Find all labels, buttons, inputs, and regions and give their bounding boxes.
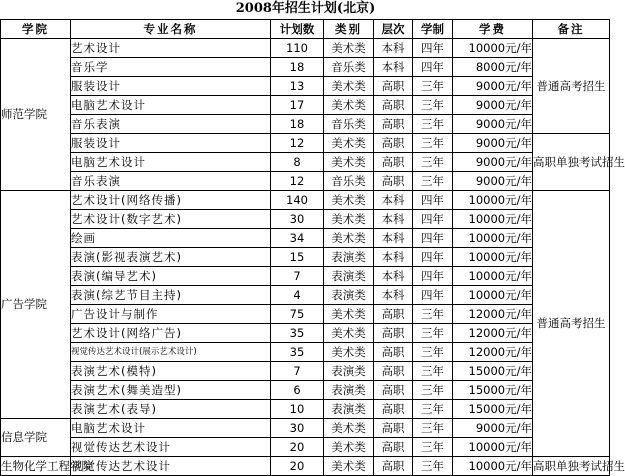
duration-cell: 三年	[413, 438, 453, 457]
duration-cell: 四年	[413, 39, 453, 58]
header-college: 学院	[1, 20, 71, 39]
table-row	[1, 381, 610, 400]
level-cell: 本科	[374, 229, 413, 248]
major-cell: 电脑艺术设计	[71, 419, 271, 438]
category-cell: 美术类	[324, 210, 374, 229]
major-cell: 视觉传达艺术设计	[71, 457, 271, 476]
duration-cell: 三年	[413, 324, 453, 343]
plan-count-cell: 10	[271, 400, 324, 419]
fee-cell: 10000元/年	[453, 210, 533, 229]
major-cell: 视觉传达艺术设计	[71, 438, 271, 457]
notes-cell: 高职单独考试招生	[533, 134, 610, 191]
duration-cell: 三年	[413, 400, 453, 419]
fee-cell: 9000元/年	[453, 115, 533, 134]
level-cell: 高职	[374, 305, 413, 324]
header-category: 类别	[324, 20, 374, 39]
fee-cell: 10000元/年	[453, 457, 533, 476]
category-cell: 美术类	[324, 39, 374, 58]
notes-cell: 普通高考招生	[533, 191, 610, 457]
major-cell: 电脑艺术设计	[71, 96, 271, 115]
header-fee: 学费	[453, 20, 533, 39]
table-row	[1, 77, 610, 96]
category-cell: 表演类	[324, 286, 374, 305]
level-cell: 高职	[374, 400, 413, 419]
category-cell: 音乐类	[324, 172, 374, 191]
category-cell: 美术类	[324, 305, 374, 324]
fee-cell: 15000元/年	[453, 400, 533, 419]
table-row	[1, 362, 610, 381]
table-row	[1, 115, 610, 134]
category-cell: 表演类	[324, 248, 374, 267]
category-cell: 表演类	[324, 362, 374, 381]
major-cell: 音乐学	[71, 58, 271, 77]
category-cell: 美术类	[324, 96, 374, 115]
duration-cell: 四年	[413, 210, 453, 229]
plan-count-cell: 4	[271, 286, 324, 305]
major-cell: 视觉传达艺术设计(展示艺术设计)	[71, 343, 271, 362]
major-cell: 广告设计与制作	[71, 305, 271, 324]
major-cell: 电脑艺术设计	[71, 153, 271, 172]
major-cell: 表演艺术(舞美造型)	[71, 381, 271, 400]
fee-cell: 15000元/年	[453, 381, 533, 400]
fee-cell: 12000元/年	[453, 343, 533, 362]
table-row	[1, 248, 610, 267]
fee-cell: 10000元/年	[453, 39, 533, 58]
table-row	[1, 210, 610, 229]
category-cell: 美术类	[324, 229, 374, 248]
plan-count-cell: 20	[271, 438, 324, 457]
fee-cell: 9000元/年	[453, 77, 533, 96]
plan-count-cell: 7	[271, 362, 324, 381]
category-cell: 美术类	[324, 153, 374, 172]
category-cell: 美术类	[324, 191, 374, 210]
category-cell: 美术类	[324, 438, 374, 457]
level-cell: 本科	[374, 267, 413, 286]
category-cell: 美术类	[324, 134, 374, 153]
plan-count-cell: 30	[271, 210, 324, 229]
fee-cell: 10000元/年	[453, 286, 533, 305]
plan-count-cell: 12	[271, 172, 324, 191]
category-cell: 表演类	[324, 267, 374, 286]
plan-count-cell: 34	[271, 229, 324, 248]
duration-cell: 四年	[413, 229, 453, 248]
plan-count-cell: 17	[271, 96, 324, 115]
fee-cell: 12000元/年	[453, 305, 533, 324]
table-row	[1, 134, 610, 153]
level-cell: 高职	[374, 419, 413, 438]
level-cell: 高职	[374, 381, 413, 400]
plan-count-cell: 140	[271, 191, 324, 210]
major-cell: 绘画	[71, 229, 271, 248]
plan-count-cell: 20	[271, 457, 324, 476]
category-cell: 美术类	[324, 343, 374, 362]
fee-cell: 10000元/年	[453, 438, 533, 457]
level-cell: 高职	[374, 362, 413, 381]
level-cell: 本科	[374, 248, 413, 267]
header-row	[1, 20, 610, 39]
category-cell: 表演类	[324, 400, 374, 419]
fee-cell: 9000元/年	[453, 134, 533, 153]
level-cell: 高职	[374, 457, 413, 476]
level-cell: 高职	[374, 153, 413, 172]
plan-count-cell: 18	[271, 115, 324, 134]
header-duration: 学制	[413, 20, 453, 39]
fee-cell: 10000元/年	[453, 229, 533, 248]
plan-count-cell: 13	[271, 77, 324, 96]
level-cell: 高职	[374, 77, 413, 96]
duration-cell: 三年	[413, 457, 453, 476]
duration-cell: 四年	[413, 286, 453, 305]
table-row	[1, 39, 610, 58]
plan-count-cell: 75	[271, 305, 324, 324]
level-cell: 高职	[374, 324, 413, 343]
table-row	[1, 400, 610, 419]
table-row	[1, 438, 610, 457]
duration-cell: 四年	[413, 267, 453, 286]
plan-count-cell: 35	[271, 324, 324, 343]
plan-count-cell: 30	[271, 419, 324, 438]
major-cell: 艺术设计(网络广告)	[71, 324, 271, 343]
header-major: 专业名称	[71, 20, 271, 39]
major-cell: 音乐表演	[71, 172, 271, 191]
fee-cell: 15000元/年	[453, 362, 533, 381]
level-cell: 本科	[374, 210, 413, 229]
level-cell: 高职	[374, 343, 413, 362]
major-cell: 艺术设计	[71, 39, 271, 58]
header-plan: 计划数	[271, 20, 324, 39]
header-notes: 备注	[533, 20, 610, 39]
level-cell: 本科	[374, 39, 413, 58]
table-row	[1, 305, 610, 324]
duration-cell: 三年	[413, 343, 453, 362]
major-cell: 表演艺术(模特)	[71, 362, 271, 381]
level-cell: 高职	[374, 172, 413, 191]
level-cell: 本科	[374, 58, 413, 77]
major-cell: 表演(综艺节目主持)	[71, 286, 271, 305]
duration-cell: 三年	[413, 381, 453, 400]
category-cell: 音乐类	[324, 115, 374, 134]
major-cell: 表演(编导艺术)	[71, 267, 271, 286]
duration-cell: 三年	[413, 134, 453, 153]
table-row	[1, 324, 610, 343]
table-row	[1, 191, 610, 210]
fee-cell: 10000元/年	[453, 267, 533, 286]
level-cell: 高职	[374, 96, 413, 115]
duration-cell: 三年	[413, 77, 453, 96]
notes-cell: 普通高考招生	[533, 39, 610, 134]
table-row	[1, 229, 610, 248]
duration-cell: 三年	[413, 153, 453, 172]
table-row	[1, 457, 610, 476]
fee-cell: 9000元/年	[453, 172, 533, 191]
category-cell: 美术类	[324, 77, 374, 96]
duration-cell: 四年	[413, 58, 453, 77]
table-row	[1, 343, 610, 362]
notes-cell: 高职单独考试招生	[533, 457, 610, 476]
fee-cell: 10000元/年	[453, 248, 533, 267]
enrollment-table	[0, 19, 625, 476]
level-cell: 本科	[374, 286, 413, 305]
major-cell: 艺术设计(网络传播)	[71, 191, 271, 210]
major-cell: 艺术设计(数字艺术)	[71, 210, 271, 229]
plan-count-cell: 6	[271, 381, 324, 400]
level-cell: 高职	[374, 438, 413, 457]
table-row	[1, 172, 610, 191]
fee-cell: 9000元/年	[453, 96, 533, 115]
level-cell: 高职	[374, 115, 413, 134]
table-row	[1, 267, 610, 286]
plan-count-cell: 110	[271, 39, 324, 58]
plan-count-cell: 12	[271, 134, 324, 153]
category-cell: 美术类	[324, 419, 374, 438]
category-cell: 表演类	[324, 381, 374, 400]
duration-cell: 三年	[413, 419, 453, 438]
fee-cell: 8000元/年	[453, 58, 533, 77]
table-row	[1, 58, 610, 77]
college-cell: 生物化学工程学院	[1, 457, 71, 476]
college-cell: 信息学院	[1, 419, 71, 457]
level-cell: 高职	[374, 134, 413, 153]
fee-cell: 12000元/年	[453, 324, 533, 343]
major-cell: 表演(影视表演艺术)	[71, 248, 271, 267]
college-cell: 广告学院	[1, 191, 71, 419]
table-title: 2008年招生计划(北京)	[235, 1, 376, 16]
table-row	[1, 286, 610, 305]
college-cell: 师范学院	[1, 39, 71, 191]
major-cell: 服装设计	[71, 77, 271, 96]
table-row	[1, 419, 610, 438]
plan-count-cell: 18	[271, 58, 324, 77]
plan-count-cell: 15	[271, 248, 324, 267]
header-level: 层次	[374, 20, 413, 39]
duration-cell: 四年	[413, 248, 453, 267]
category-cell: 美术类	[324, 457, 374, 476]
fee-cell: 9000元/年	[453, 419, 533, 438]
duration-cell: 三年	[413, 96, 453, 115]
duration-cell: 三年	[413, 362, 453, 381]
category-cell: 美术类	[324, 324, 374, 343]
plan-count-cell: 8	[271, 153, 324, 172]
duration-cell: 四年	[413, 191, 453, 210]
major-cell: 音乐表演	[71, 115, 271, 134]
fee-cell: 9000元/年	[453, 153, 533, 172]
duration-cell: 三年	[413, 172, 453, 191]
plan-count-cell: 35	[271, 343, 324, 362]
plan-count-cell: 7	[271, 267, 324, 286]
major-cell: 服装设计	[71, 134, 271, 153]
table-row	[1, 96, 610, 115]
table-row	[1, 153, 610, 172]
duration-cell: 三年	[413, 305, 453, 324]
duration-cell: 三年	[413, 115, 453, 134]
category-cell: 音乐类	[324, 58, 374, 77]
level-cell: 本科	[374, 191, 413, 210]
fee-cell: 10000元/年	[453, 191, 533, 210]
major-cell: 表演艺术(表导)	[71, 400, 271, 419]
